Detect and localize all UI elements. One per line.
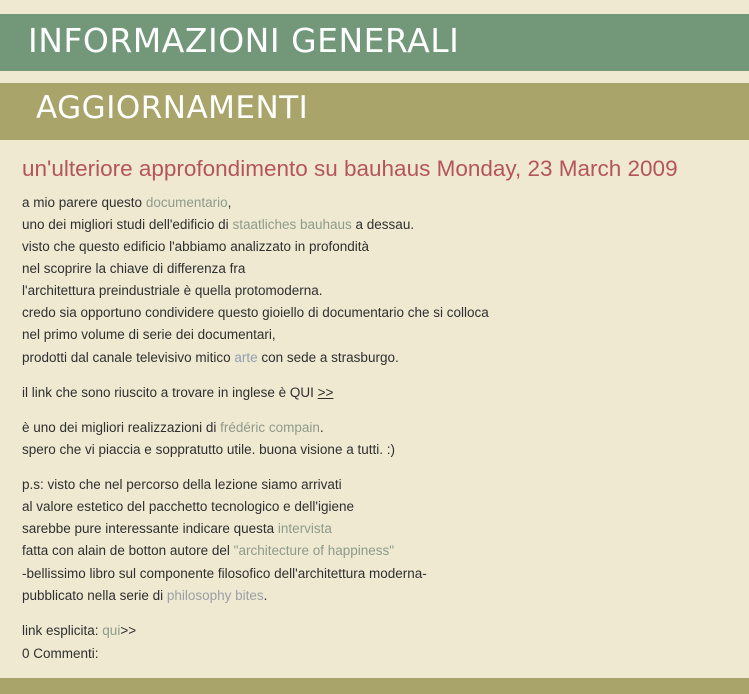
body-line-8-suffix: con sede a strasburgo. [257, 349, 399, 365]
body-line-10 [22, 417, 727, 439]
body-line-10-prefix: è uno dei migliori realizzazioni di [22, 419, 221, 435]
body-line-2-suffix: a dessau. [351, 216, 415, 232]
body-line-18-prefix: link esplicita: [22, 622, 103, 638]
body-line-1-prefix: a mio parere questo [22, 194, 146, 210]
body-line-1 [22, 192, 727, 214]
body-line-14 [22, 518, 727, 540]
body-line-7: nel primo volume di serie dei documentari, [22, 327, 276, 343]
post-body [22, 192, 727, 642]
body-line-16: -bellissimo libro sul componente filosofico dell'architettura moderna- [22, 565, 427, 581]
banner-primary-text: INFORMAZIONI GENERALI [28, 21, 460, 60]
link-qui-inglese[interactable]: >> [317, 384, 334, 400]
body-line-6: credo sia opportuno condividere questo gioiello di documentario che si colloca [22, 305, 489, 321]
body-line-9 [22, 382, 727, 404]
post-title [22, 154, 727, 184]
body-line-2-prefix: uno dei migliori studi dell'edificio di [22, 216, 233, 232]
link-intervista[interactable]: intervista [277, 521, 332, 537]
body-line-5: l'architettura preindustriale è quella protomoderna. [22, 283, 323, 299]
link-staatliches-bauhaus[interactable]: staatliches bauhaus [232, 216, 352, 232]
body-line-3: visto che questo edificio l'abbiamo analizzato in profondità [22, 238, 370, 254]
banner-secondary-text: AGGIORNAMENTI [36, 90, 309, 127]
body-line-18-arrow: >> [120, 622, 137, 638]
post-date: Monday, 23 March 2009 [436, 156, 678, 181]
banner-gap [0, 71, 749, 83]
body-spacer-2 [22, 404, 727, 417]
banner-aggiornamenti [0, 83, 749, 140]
link-qui-esplicita[interactable]: qui [102, 622, 121, 638]
top-strip [0, 0, 749, 14]
body-line-8-prefix: prodotti dal canale televisivo mitico [22, 349, 235, 365]
body-line-2 [22, 214, 727, 236]
link-architecture-of-happiness[interactable]: "architecture of happiness" [233, 543, 395, 559]
post-content [0, 140, 749, 661]
link-documentario[interactable]: documentario [145, 194, 228, 210]
body-line-12: p.s: visto che nel percorso della lezione siamo arrivati [22, 477, 342, 493]
body-line-17-suffix: . [263, 587, 268, 603]
body-line-14-prefix: sarebbe pure interessante indicare questa [22, 521, 278, 537]
body-line-1-suffix: , [227, 194, 232, 210]
body-line-9-prefix: il link che sono riuscito a trovare in inglese è QUI [22, 384, 318, 400]
body-line-13: al valore estetico del pacchetto tecnologico e dell'igiene [22, 499, 355, 515]
body-line-10-suffix: . [319, 419, 324, 435]
body-line-8 [22, 347, 727, 369]
body-spacer-4 [22, 607, 727, 620]
comments-count: 0 Commenti: [22, 645, 99, 661]
body-line-18 [22, 620, 727, 642]
banner-informazioni-generali [0, 14, 749, 71]
link-frederic-compain[interactable]: frédéric compain [220, 419, 320, 435]
body-line-17-prefix: pubblicato nella serie di [22, 587, 167, 603]
footer-bar [0, 678, 749, 694]
body-line-15-prefix: fatta con alain de botton autore del [22, 543, 234, 559]
body-line-11: spero che vi piaccia e soppratutto utile. buona visione a tutti. :) [22, 441, 395, 457]
link-arte[interactable]: arte [234, 349, 258, 365]
link-philosophy-bites[interactable]: philosophy bites [166, 587, 264, 603]
body-spacer-1 [22, 369, 727, 382]
body-line-15 [22, 540, 727, 562]
body-line-17 [22, 585, 727, 607]
body-line-4: nel scoprire la chiave di differenza fra [22, 261, 246, 277]
body-spacer-3 [22, 461, 727, 474]
post-title-text: un'ulteriore approfondimento su bauhaus [22, 156, 431, 181]
